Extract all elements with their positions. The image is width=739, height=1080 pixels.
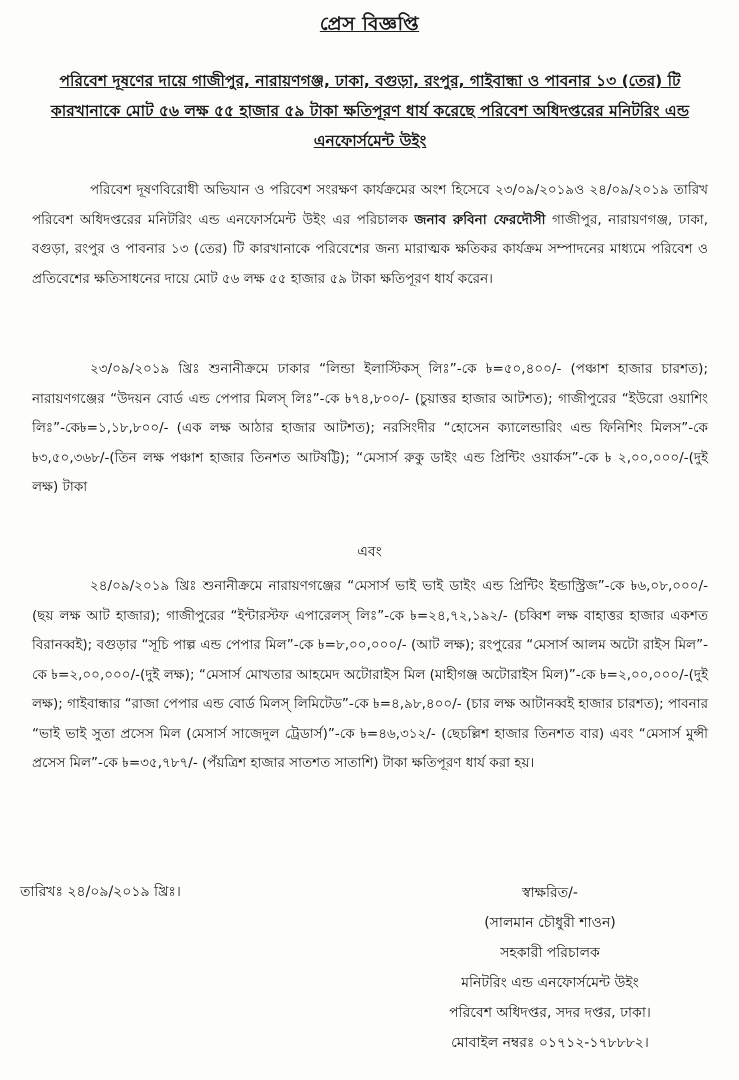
signatory-wing: মনিটরিং এন্ড এনফোর্সমেন্ট উইং (461, 975, 639, 991)
and-separator: এবং (357, 544, 382, 560)
signed-label: স্বাক্ষরিত/- (522, 885, 578, 901)
intro-text-before: পরিবেশ দূষণবিরোধী অভিযান ও পরিবেশ সংরক্ষণ কার্যক্রমের অংশ হিসেবে ২৩/০৯/২০১৯ও ২৪/০৯/২০১৯ তারিখ পরিবেশ অধিদপ্তরের মনিটরিং এন্ড এনফোর্সমেন্ট উইং এর পরিচালক (32, 182, 708, 228)
signatory-office: পরিবেশ অধিদপ্তর, সদর দপ্তর, ঢাকা। (449, 1005, 651, 1021)
signatory-mobile: মোবাইল নম্বরঃ ০১৭১২-১৭৮৮৮২। (451, 1035, 649, 1051)
intro-text-after: গাজীপুর, নারায়ণগঞ্জ, ঢাকা, বগুড়া, রংপুর ও পাবনার ১৩ (তের) টি কারখানাকে পরিবেশের জন্য মারাত্মক ক্ষতিকর কার্যক্রম সম্পাদনের মাধ্যমে পরিবেশ ও প্রতিবেশের ক্ষতিসাধনের দায়ে মোট ৫৬ লক্ষ ৫৫ হাজার ৫৯ টাকা ক্ষতিপূরণ ধার্য করেন। (32, 211, 709, 287)
paragraph-intro (32, 176, 708, 294)
signatory-name: (সালমান চৌধুরী শাওন) (484, 915, 616, 931)
director-name: জনাব রুবিনা ফেরদৌসী (414, 211, 546, 228)
signature-block (380, 878, 720, 1058)
signatory-designation: সহকারী পরিচালক (500, 945, 600, 961)
paragraph-day-two: ২৪/০৯/২০১৯ খ্রিঃ শুনানীক্রমে নারায়ণগঞ্জের “মেসার্স ভাই ভাই ডাইং এন্ড প্রিন্টিং ইন্ডাস্ট্রিজ”-কে ৳৬,০৮,০০০/- (ছয় লক্ষ আট হাজার); গাজীপুরের “ইন্টারস্টফ এপারেলস্ লিঃ”-কে ৳=২৪,৭২,১৯২/- (চব্বিশ লক্ষ বাহাত্তর হাজার একশত বিরানব্বই); বগুড়ার “সূচি পাল্প এন্ড পেপার মিল”-কে ৳=৮,০০,০০০/- (আট লক্ষ); রংপুরের “মেসার্স আলম অটো রাইস মিল”-কে ৳=২,০০,০০০/-(দুই লক্ষ); “মেসার্স মোখতার আহমেদ অটোরাইস মিল (মাহীগঞ্জ অটোরাইস মিল)”-কে ৳=২,০০,০০০/-(দুই লক্ষ); গাইবান্ধার “রাজা পেপার এন্ড বোর্ড মিলস্ লিমিটেড”-কে ৳=৪,৯৮,৪০০/- (চার লক্ষ আটানব্বই হাজার চারশত); পাবনার “ভাই ভাই সুতা প্রসেস মিল (মেসার্স সাজেদুল ট্রেডার্স)”-কে ৳=৪৬,৩১২/- (ছেচল্লিশ হাজার তিনশত বার) এবং “মেসার্স মুন্সী প্রসেস মিল”-কে ৳=৩৫,৭৮৭/- (পঁয়ত্রিশ হাজার সাতশত সাতাশি) টাকা ক্ষতিপূরণ ধার্য করা হয়। (32, 578, 708, 771)
paragraph-day-one: ২৩/০৯/২০১৯ খ্রিঃ শুনানীক্রমে ঢাকার “লিন্ডা ইলাস্টিকস্ লিঃ”-কে ৳=৫০,৪০০/- (পঞ্চাশ হাজার চারশত); নারায়ণগঞ্জের “উদয়ন বোর্ড এন্ড পেপার মিলস্ লিঃ”-কে ৳৭৪,৮০০/- (চুয়াত্তর হাজার আটশত); গাজীপুরের “ইউরো ওয়াশিং লিঃ”-কে৳=১,১৮,৮০০/- (এক লক্ষ আঠার হাজার আটশত); নরসিংদীর “হোসেন ক্যালেন্ডারিং এন্ড ফিনিশিং মিলস”-কে ৳৩,৫০,৩৬৮/-(তিন লক্ষ পঞ্চাশ হাজার তিনশত আটষট্টি); “মেসার্স রুকু ডাইং এন্ড প্রিন্টিং ওয়ার্কস”-কে ৳ ২,০০,০০০/-(দুই লক্ষ) টাকা (32, 361, 708, 495)
headline: পরিবেশ দূষণের দায়ে গাজীপুর, নারায়ণগঞ্জ, ঢাকা, বগুড়া, রংপুর, গাইবান্ধা ও পাবনার ১৩ (তের) টি কারখানাকে মোট ৫৬ লক্ষ ৫৫ হাজার ৫৯ টাকা ক্ষতিপূরণ ধার্য করেছে পরিবেশ অধিদপ্তরের মনিটরিং এন্ড এনফোর্সমেন্ট উইং (50, 72, 690, 150)
date-line: তারিখঃ ২৪/০৯/২০১৯ খ্রিঃ। (20, 884, 181, 900)
page-title: প্রেস বিজ্ঞপ্তি (319, 13, 420, 35)
